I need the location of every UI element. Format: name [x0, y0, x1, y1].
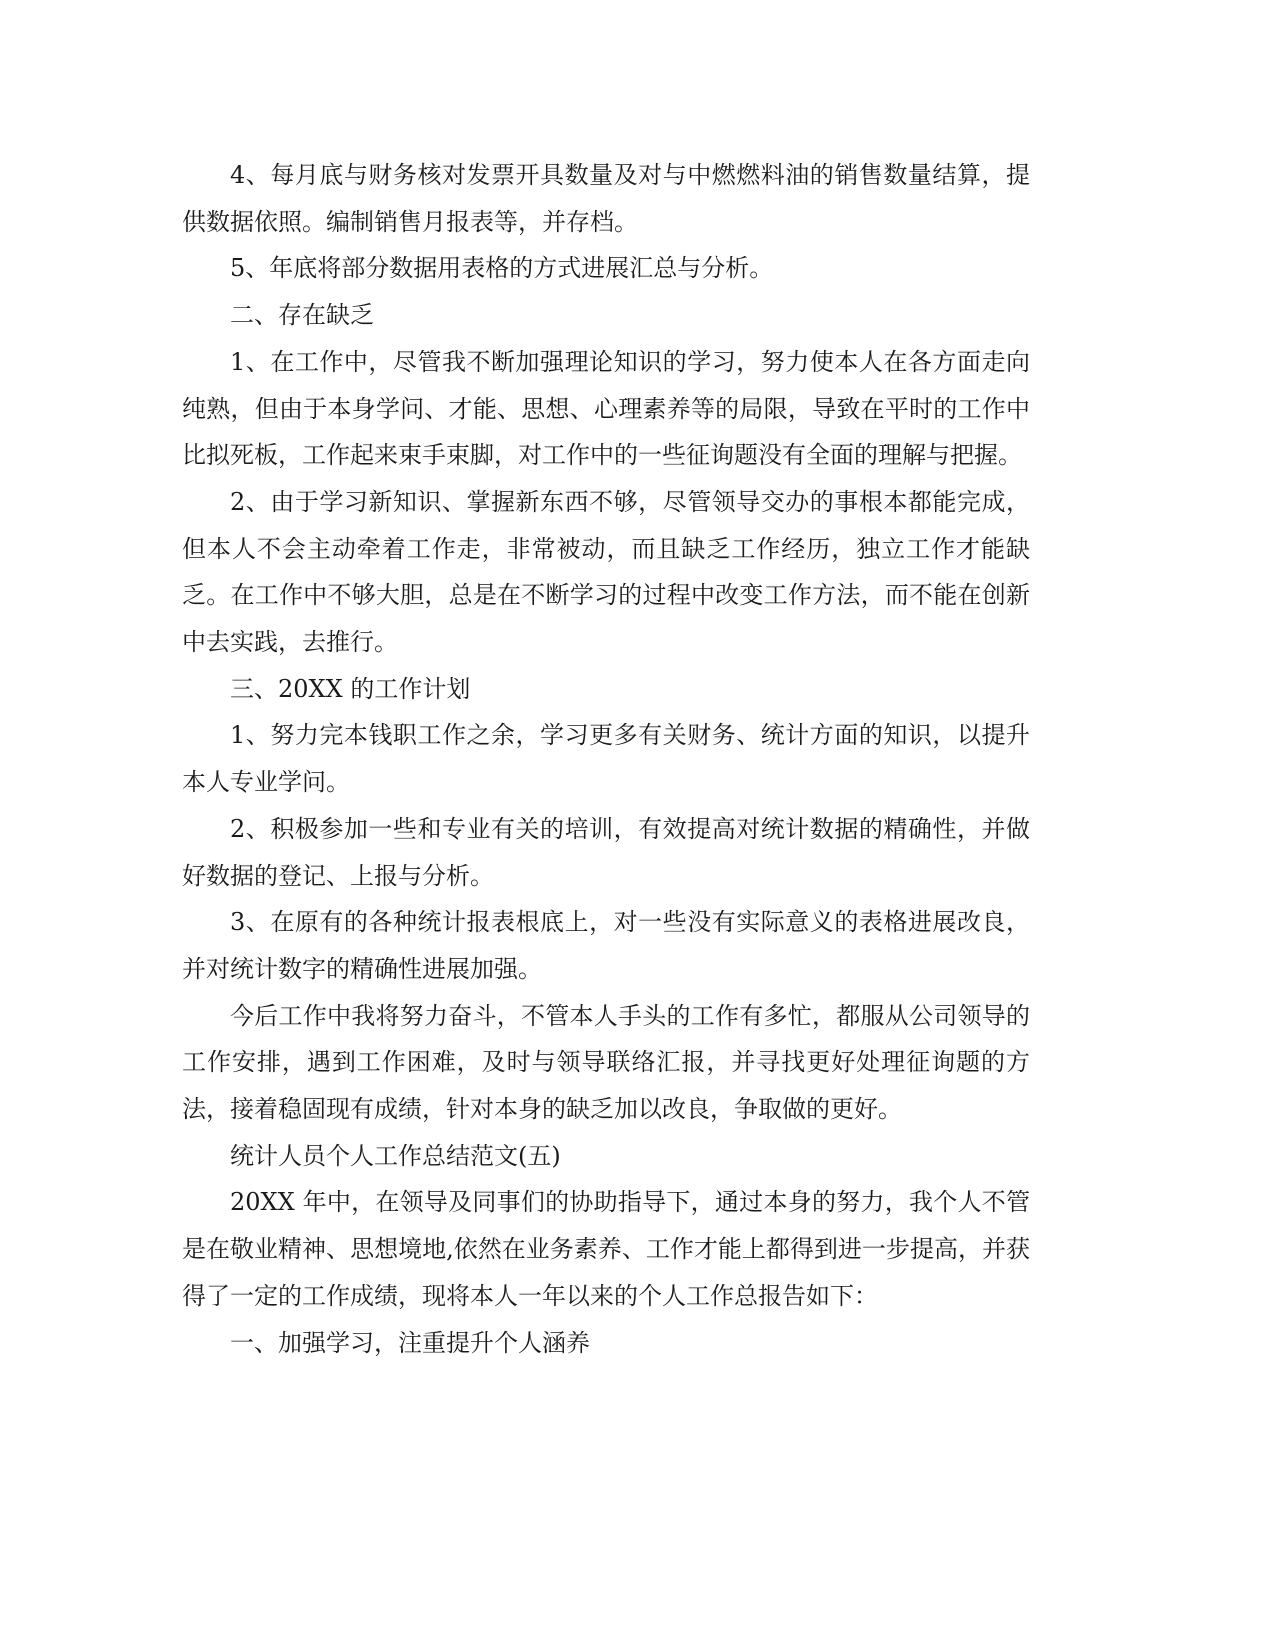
paragraph-intro: 20XX 年中，在领导及同事们的协助指导下，通过本身的努力，我个人不管是在敬业精神、思想境地,依然在业务素养、工作才能上都得到进一步提高，并获得了一定的工作成绩，现将本人一年以来的个人工作总报告如下：	[182, 1188, 1030, 1310]
paragraph-closing: 今后工作中我将努力奋斗，不管本人手头的工作有多忙，都服从公司领导的工作安排，遇到工作困难，及时与领导联络汇报，并寻找更好处理征询题的方法，接着稳固现有成绩，针对本身的缺乏加以改良，争取做的更好。	[182, 1001, 1030, 1124]
section-title-sample-5: 统计人员个人工作总结范文(五)	[230, 1141, 561, 1170]
paragraph-year-end-summary: 5、年底将部分数据用表格的方式进展汇总与分析。	[230, 254, 774, 283]
heading-shortcomings: 二、存在缺乏	[230, 301, 374, 330]
paragraph-plan-1: 1、努力完本钱职工作之余，学习更多有关财务、统计方面的知识，以提升本人专业学问。	[182, 721, 1030, 797]
document-page	[182, 152, 1030, 1366]
paragraph-plan-2: 2、积极参加一些和专业有关的培训，有效提高对统计数据的精确性，并做好数据的登记、上报与分析。	[182, 814, 1030, 890]
paragraph-shortcoming-1: 1、在工作中，尽管我不断加强理论知识的学习，努力使本人在各方面走向纯熟，但由于本身学问、才能、思想、心理素养等的局限，导致在平时的工作中比拟死板，工作起来束手束脚，对工作中的一些征询题没有全面的理解与把握。	[182, 347, 1030, 470]
paragraph-plan-3: 3、在原有的各种统计报表根底上，对一些没有实际意义的表格进展改良，并对统计数字的精确性进展加强。	[182, 908, 1030, 983]
paragraph-shortcoming-2: 2、由于学习新知识、掌握新东西不够，尽管领导交办的事根本都能完成，但本人不会主动牵着工作走，非常被动，而且缺乏工作经历，独立工作才能缺乏。在工作中不够大胆，总是在不断学习的过程中改变工作方法，而不能在创新中去实践，去推行。	[182, 487, 1030, 657]
heading-work-plan: 三、20XX 的工作计划	[230, 674, 471, 703]
heading-strengthen-learning: 一、加强学习，注重提升个人涵养	[230, 1328, 590, 1357]
paragraph-monthly-reconciliation: 4、每月底与财务核对发票开具数量及对与中燃燃料油的销售数量结算，提供数据依照。编制销售月报表等，并存档。	[182, 161, 1030, 236]
